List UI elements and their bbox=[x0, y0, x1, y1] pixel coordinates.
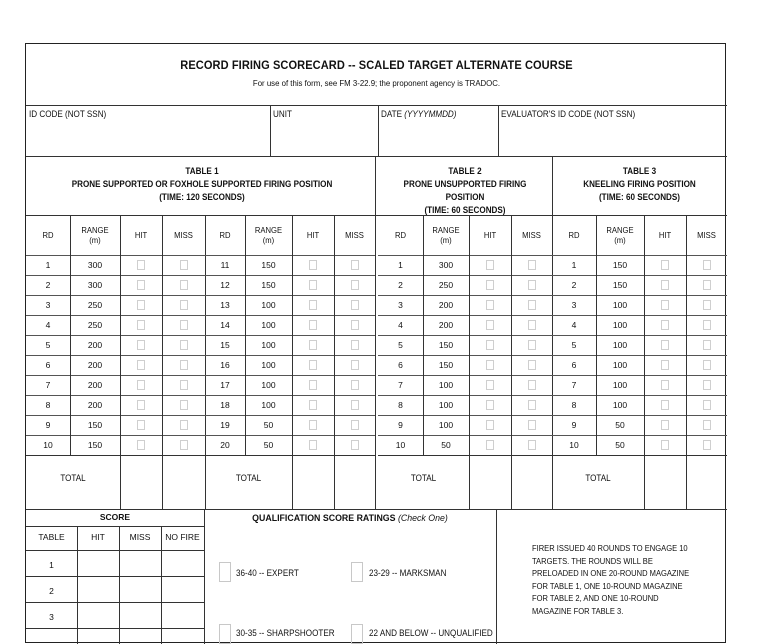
table3-range-cell: 150 bbox=[612, 260, 628, 270]
table2-miss-box[interactable] bbox=[528, 380, 536, 390]
table1-right-range-cell: 100 bbox=[261, 360, 276, 370]
table1-left-hit-box[interactable] bbox=[137, 440, 145, 450]
table2-range-cell: 200 bbox=[438, 320, 454, 330]
table1-right-hit-box[interactable] bbox=[309, 380, 317, 390]
table2-miss-box[interactable] bbox=[528, 320, 536, 330]
table3-miss-box[interactable] bbox=[703, 440, 711, 450]
table2-col-miss: MISS bbox=[522, 230, 541, 240]
table1-right-miss-box[interactable] bbox=[351, 320, 359, 330]
table3-hit-box[interactable] bbox=[661, 380, 669, 390]
score-title: SCORE bbox=[99, 512, 131, 522]
table2-hit-box[interactable] bbox=[486, 400, 494, 410]
table3-col-range bbox=[598, 215, 641, 255]
table3-time: (TIME: 60 SECONDS) bbox=[598, 192, 680, 202]
table2-hit-box[interactable] bbox=[486, 440, 494, 450]
table3-rd-cell: 9 bbox=[571, 420, 577, 430]
table1-right-rd-cell: 19 bbox=[220, 420, 230, 430]
table2-header bbox=[387, 165, 544, 217]
table1-left-range-cell: 300 bbox=[87, 260, 103, 270]
table3-col-rd: RD bbox=[568, 230, 580, 240]
table1-left-range-cell: 200 bbox=[87, 340, 103, 350]
table3-total-label: TOTAL bbox=[585, 473, 611, 483]
table1-right-rd-cell: 13 bbox=[220, 300, 230, 310]
table1-left-miss-box[interactable] bbox=[180, 360, 188, 370]
table1-right-range-cell: 100 bbox=[261, 320, 276, 330]
table1-left-hit-box[interactable] bbox=[137, 400, 145, 410]
table2-total-label: TOTAL bbox=[410, 473, 437, 483]
scorecard-form bbox=[25, 43, 726, 643]
table1-right-range-cell: 100 bbox=[261, 400, 276, 410]
table1-left-rd-cell: 4 bbox=[45, 320, 51, 330]
table3-rd-cell: 4 bbox=[571, 320, 577, 330]
table3-hit-box[interactable] bbox=[661, 400, 669, 410]
table3-miss-box[interactable] bbox=[703, 360, 711, 370]
expert-checkbox[interactable] bbox=[219, 562, 231, 582]
table1-left-hit-box[interactable] bbox=[137, 260, 145, 270]
table1-left-rd-cell: 7 bbox=[45, 380, 51, 390]
table1-right-range-cell: 150 bbox=[261, 280, 276, 290]
table1-time: (TIME: 120 SECONDS) bbox=[159, 192, 245, 202]
table1-right-hit-box[interactable] bbox=[309, 420, 317, 430]
table1-left-miss-box[interactable] bbox=[180, 320, 188, 330]
table2-col-hit: HIT bbox=[483, 230, 497, 240]
score-col-hit: HIT bbox=[91, 532, 105, 542]
evaluator-label: EVALUATOR'S ID CODE (NOT SSN) bbox=[501, 109, 636, 119]
table1-right-range-cell: 50 bbox=[263, 420, 274, 430]
table3-rd-cell: 2 bbox=[571, 280, 577, 290]
table2-range-cell: 150 bbox=[438, 360, 454, 370]
table1-left-rd-cell: 2 bbox=[45, 280, 51, 290]
sharpshooter-label: 30-35 -- SHARPSHOOTER bbox=[236, 628, 335, 638]
table1-right-hit-box[interactable] bbox=[309, 340, 317, 350]
table2-hit-box[interactable] bbox=[486, 380, 494, 390]
table1-title: TABLE 1 bbox=[185, 166, 219, 176]
table1-left-hit-box[interactable] bbox=[137, 420, 145, 430]
range-label: RANGE bbox=[606, 225, 634, 235]
table1-left-miss-box[interactable] bbox=[180, 400, 188, 410]
score-col-table: TABLE bbox=[38, 532, 65, 542]
table2-hit-box[interactable] bbox=[486, 300, 494, 310]
table1-left-range-cell: 200 bbox=[87, 360, 103, 370]
table3-hit-box[interactable] bbox=[661, 300, 669, 310]
table3-hit-box[interactable] bbox=[661, 440, 669, 450]
date-label: DATE (YYYYMMDD) bbox=[381, 109, 457, 119]
unqualified-label: 22 AND BELOW -- UNQUALIFIED bbox=[369, 628, 493, 638]
table3-miss-box[interactable] bbox=[703, 320, 711, 330]
range-unit: (m) bbox=[440, 235, 452, 245]
evaluator-field[interactable] bbox=[498, 116, 727, 156]
table1-left-miss-box[interactable] bbox=[180, 440, 188, 450]
table2-range-cell: 300 bbox=[438, 260, 454, 270]
table3-rd-cell: 5 bbox=[571, 340, 577, 350]
table1-right-total-label: TOTAL bbox=[235, 473, 262, 483]
table3-miss-box[interactable] bbox=[703, 420, 711, 430]
table3-miss-box[interactable] bbox=[703, 300, 711, 310]
table1-right-range-cell: 100 bbox=[261, 300, 276, 310]
table2-range-cell: 100 bbox=[438, 380, 454, 390]
table1-right-range-cell: 150 bbox=[261, 260, 276, 270]
table2-range-cell: 50 bbox=[441, 440, 451, 450]
table1-left-total-label: TOTAL bbox=[60, 473, 86, 483]
table2-rd-cell: 2 bbox=[398, 280, 403, 290]
table1-left-rd-cell: 8 bbox=[45, 400, 51, 410]
table2-position: PRONE UNSUPPORTED FIRING POSITION bbox=[403, 179, 527, 202]
table3-range-cell: 100 bbox=[612, 340, 628, 350]
table2-rd-cell: 7 bbox=[398, 380, 403, 390]
table1-right-rd-cell: 11 bbox=[220, 260, 230, 270]
table2-miss-box[interactable] bbox=[528, 440, 536, 450]
table3-rd-cell: 1 bbox=[571, 260, 577, 270]
range-label: RANGE bbox=[81, 225, 109, 235]
table3-rd-cell: 7 bbox=[571, 380, 577, 390]
score-row-label: 2 bbox=[49, 586, 54, 596]
table3-hit-box[interactable] bbox=[661, 260, 669, 270]
table1-left-rd-cell: 3 bbox=[45, 300, 51, 310]
table2-rd-cell: 9 bbox=[398, 420, 403, 430]
table3-range-cell: 100 bbox=[612, 400, 628, 410]
table3-range-cell: 150 bbox=[612, 280, 628, 290]
table1-right-col-hit: HIT bbox=[306, 230, 320, 240]
table2-rd-cell: 6 bbox=[398, 360, 403, 370]
table1-left-hit-box[interactable] bbox=[137, 340, 145, 350]
table2-rd-cell: 10 bbox=[395, 440, 406, 450]
marksman-checkbox[interactable] bbox=[351, 562, 363, 582]
table2-miss-box[interactable] bbox=[528, 420, 536, 430]
table1-left-col-miss: MISS bbox=[174, 230, 193, 240]
table3-hit-box[interactable] bbox=[661, 420, 669, 430]
table1-right-col-range bbox=[247, 215, 289, 255]
table2-rd-cell: 5 bbox=[398, 340, 403, 350]
table1-left-rd-cell: 9 bbox=[45, 420, 51, 430]
table2-col-rd: RD bbox=[394, 230, 407, 240]
table1-left-rd-cell: 10 bbox=[43, 440, 53, 450]
table1-left-col-range bbox=[73, 215, 118, 255]
table1-left-hit-box[interactable] bbox=[137, 300, 145, 310]
table1-right-miss-box[interactable] bbox=[351, 280, 359, 290]
table2-rd-cell: 3 bbox=[398, 300, 403, 310]
table3-range-cell: 100 bbox=[612, 380, 628, 390]
form-title: RECORD FIRING SCORECARD -- SCALED TARGET ALTERNATE COURSE bbox=[180, 58, 573, 72]
table1-left-range-cell: 150 bbox=[87, 440, 103, 450]
table1-right-rd-cell: 14 bbox=[220, 320, 230, 330]
table1-header bbox=[44, 165, 361, 204]
table1-left-range-cell: 200 bbox=[87, 400, 103, 410]
firer-note: FIRER ISSUED 40 ROUNDS TO ENGAGE 10 TARGETS. THE ROUNDS WILL BE PRELOADED IN ONE 20-ROUND MAGAZINE FOR TABLE 1, ONE 10-ROUND MAGAZINE FOR TABLE 2, AND ONE 10-ROUND MAGAZINE FOR TABLE 3. bbox=[532, 543, 690, 616]
table1-right-range-cell: 100 bbox=[261, 340, 276, 350]
table2-miss-box[interactable] bbox=[528, 300, 536, 310]
table1-right-miss-box[interactable] bbox=[351, 360, 359, 370]
table2-range-cell: 250 bbox=[438, 280, 454, 290]
range-label: RANGE bbox=[254, 225, 283, 235]
table3-position: KNEELING FIRING POSITION bbox=[583, 179, 696, 189]
table1-left-range-cell: 250 bbox=[87, 320, 103, 330]
table2-miss-box[interactable] bbox=[528, 260, 536, 270]
table2-range-cell: 100 bbox=[438, 400, 454, 410]
table1-right-col-rd: RD bbox=[219, 230, 231, 240]
range-unit: (m) bbox=[614, 235, 626, 245]
table1-right-hit-box[interactable] bbox=[309, 320, 317, 330]
table3-hit-box[interactable] bbox=[661, 340, 669, 350]
table1-right-miss-box[interactable] bbox=[351, 380, 359, 390]
table1-right-hit-box[interactable] bbox=[309, 440, 317, 450]
table1-left-miss-box[interactable] bbox=[180, 420, 188, 430]
table1-left-col-hit: HIT bbox=[134, 230, 148, 240]
table2-rd-cell: 8 bbox=[398, 400, 403, 410]
table1-left-hit-box[interactable] bbox=[137, 380, 145, 390]
table3-rd-cell: 10 bbox=[569, 440, 579, 450]
table2-time: (TIME: 60 SECONDS) bbox=[424, 205, 506, 215]
table2-rd-cell: 4 bbox=[398, 320, 403, 330]
table1-left-col-rd: RD bbox=[42, 230, 54, 240]
table1-right-miss-box[interactable] bbox=[351, 340, 359, 350]
table1-left-range-cell: 150 bbox=[87, 420, 103, 430]
table1-right-rd-cell: 16 bbox=[220, 360, 230, 370]
table3-hit-box[interactable] bbox=[661, 360, 669, 370]
table3-col-miss: MISS bbox=[697, 230, 716, 240]
unit-label: UNIT bbox=[273, 109, 292, 119]
table1-right-miss-box[interactable] bbox=[351, 400, 359, 410]
table1-left-range-cell: 300 bbox=[87, 280, 103, 290]
table2-range-cell: 200 bbox=[438, 300, 454, 310]
ratings-title: QUALIFICATION SCORE RATINGS (Check One) bbox=[252, 513, 448, 523]
table1-left-hit-box[interactable] bbox=[137, 320, 145, 330]
table1-left-miss-box[interactable] bbox=[180, 280, 188, 290]
table2-range-cell: 100 bbox=[438, 420, 454, 430]
table3-rd-cell: 6 bbox=[571, 360, 577, 370]
table1-right-rd-cell: 20 bbox=[220, 440, 230, 450]
table3-miss-box[interactable] bbox=[703, 340, 711, 350]
table1-left-range-cell: 250 bbox=[87, 300, 103, 310]
table1-left-miss-box[interactable] bbox=[180, 380, 188, 390]
form-subtitle: For use of this form, see FM 3-22.9; the proponent agency is TRADOC. bbox=[252, 78, 501, 88]
table1-right-hit-box[interactable] bbox=[309, 400, 317, 410]
table3-miss-box[interactable] bbox=[703, 400, 711, 410]
table3-range-cell: 50 bbox=[615, 440, 625, 450]
table2-miss-box[interactable] bbox=[528, 280, 536, 290]
table1-left-miss-box[interactable] bbox=[180, 300, 188, 310]
table1-right-miss-box[interactable] bbox=[351, 420, 359, 430]
table2-rd-cell: 1 bbox=[398, 260, 403, 270]
table2-miss-box[interactable] bbox=[528, 340, 536, 350]
table1-right-miss-box[interactable] bbox=[351, 260, 359, 270]
range-label: RANGE bbox=[432, 225, 460, 235]
table3-range-cell: 100 bbox=[612, 300, 628, 310]
table1-position: PRONE SUPPORTED OR FOXHOLE SUPPORTED FIRING POSITION bbox=[71, 179, 333, 189]
table1-right-range-cell: 100 bbox=[261, 380, 276, 390]
id-code-label: ID CODE (NOT SSN) bbox=[29, 109, 107, 119]
table2-hit-box[interactable] bbox=[486, 420, 494, 430]
table1-right-range-cell: 50 bbox=[263, 440, 274, 450]
table1-left-hit-box[interactable] bbox=[137, 360, 145, 370]
table3-header bbox=[561, 165, 719, 204]
range-unit: (m) bbox=[262, 235, 275, 245]
sharpshooter-checkbox[interactable] bbox=[219, 624, 231, 644]
range-unit: (m) bbox=[89, 235, 101, 245]
table2-hit-box[interactable] bbox=[486, 340, 494, 350]
score-row-label: 1 bbox=[49, 560, 54, 570]
table3-hit-box[interactable] bbox=[661, 320, 669, 330]
unqualified-checkbox[interactable] bbox=[351, 624, 363, 644]
table2-miss-box[interactable] bbox=[528, 360, 536, 370]
date-field[interactable] bbox=[378, 116, 498, 156]
expert-label: 36-40 -- EXPERT bbox=[236, 568, 299, 578]
table1-left-rd-cell: 5 bbox=[45, 340, 51, 350]
table1-right-miss-box[interactable] bbox=[351, 300, 359, 310]
table2-hit-box[interactable] bbox=[486, 320, 494, 330]
table3-range-cell: 100 bbox=[612, 320, 628, 330]
table1-right-hit-box[interactable] bbox=[309, 260, 317, 270]
unit-field[interactable] bbox=[270, 116, 378, 156]
table1-left-miss-box[interactable] bbox=[180, 260, 188, 270]
table3-rd-cell: 3 bbox=[571, 300, 577, 310]
table3-title: TABLE 3 bbox=[622, 166, 657, 176]
table2-range-cell: 150 bbox=[438, 340, 454, 350]
score-row-label: 3 bbox=[49, 612, 54, 622]
table2-title: TABLE 2 bbox=[448, 166, 482, 176]
table3-miss-box[interactable] bbox=[703, 280, 711, 290]
table1-right-hit-box[interactable] bbox=[309, 300, 317, 310]
table3-miss-box[interactable] bbox=[703, 260, 711, 270]
table1-right-col-miss: MISS bbox=[345, 230, 364, 240]
table1-left-miss-box[interactable] bbox=[180, 340, 188, 350]
table2-hit-box[interactable] bbox=[486, 260, 494, 270]
table2-hit-box[interactable] bbox=[486, 280, 494, 290]
table3-hit-box[interactable] bbox=[661, 280, 669, 290]
table1-right-rd-cell: 15 bbox=[220, 340, 230, 350]
table1-right-miss-box[interactable] bbox=[351, 440, 359, 450]
table1-left-rd-cell: 6 bbox=[45, 360, 51, 370]
id-code-field[interactable] bbox=[26, 116, 270, 156]
table3-range-cell: 100 bbox=[612, 360, 628, 370]
table1-left-rd-cell: 1 bbox=[45, 260, 51, 270]
table2-col-range bbox=[425, 215, 466, 255]
table2-hit-box[interactable] bbox=[486, 360, 494, 370]
table3-col-hit: HIT bbox=[658, 230, 672, 240]
table1-right-hit-box[interactable] bbox=[309, 360, 317, 370]
marksman-label: 23-29 -- MARKSMAN bbox=[369, 568, 447, 578]
table1-left-range-cell: 200 bbox=[87, 380, 103, 390]
table3-rd-cell: 8 bbox=[571, 400, 577, 410]
score-col-miss: MISS bbox=[129, 532, 151, 542]
table3-range-cell: 50 bbox=[615, 420, 625, 430]
table2-miss-box[interactable] bbox=[528, 400, 536, 410]
table1-right-rd-cell: 18 bbox=[220, 400, 230, 410]
score-col-nofire: NO FIRE bbox=[165, 532, 200, 542]
table1-right-rd-cell: 12 bbox=[220, 280, 230, 290]
table1-right-hit-box[interactable] bbox=[309, 280, 317, 290]
table3-miss-box[interactable] bbox=[703, 380, 711, 390]
table1-left-hit-box[interactable] bbox=[137, 280, 145, 290]
table1-right-rd-cell: 17 bbox=[220, 380, 230, 390]
